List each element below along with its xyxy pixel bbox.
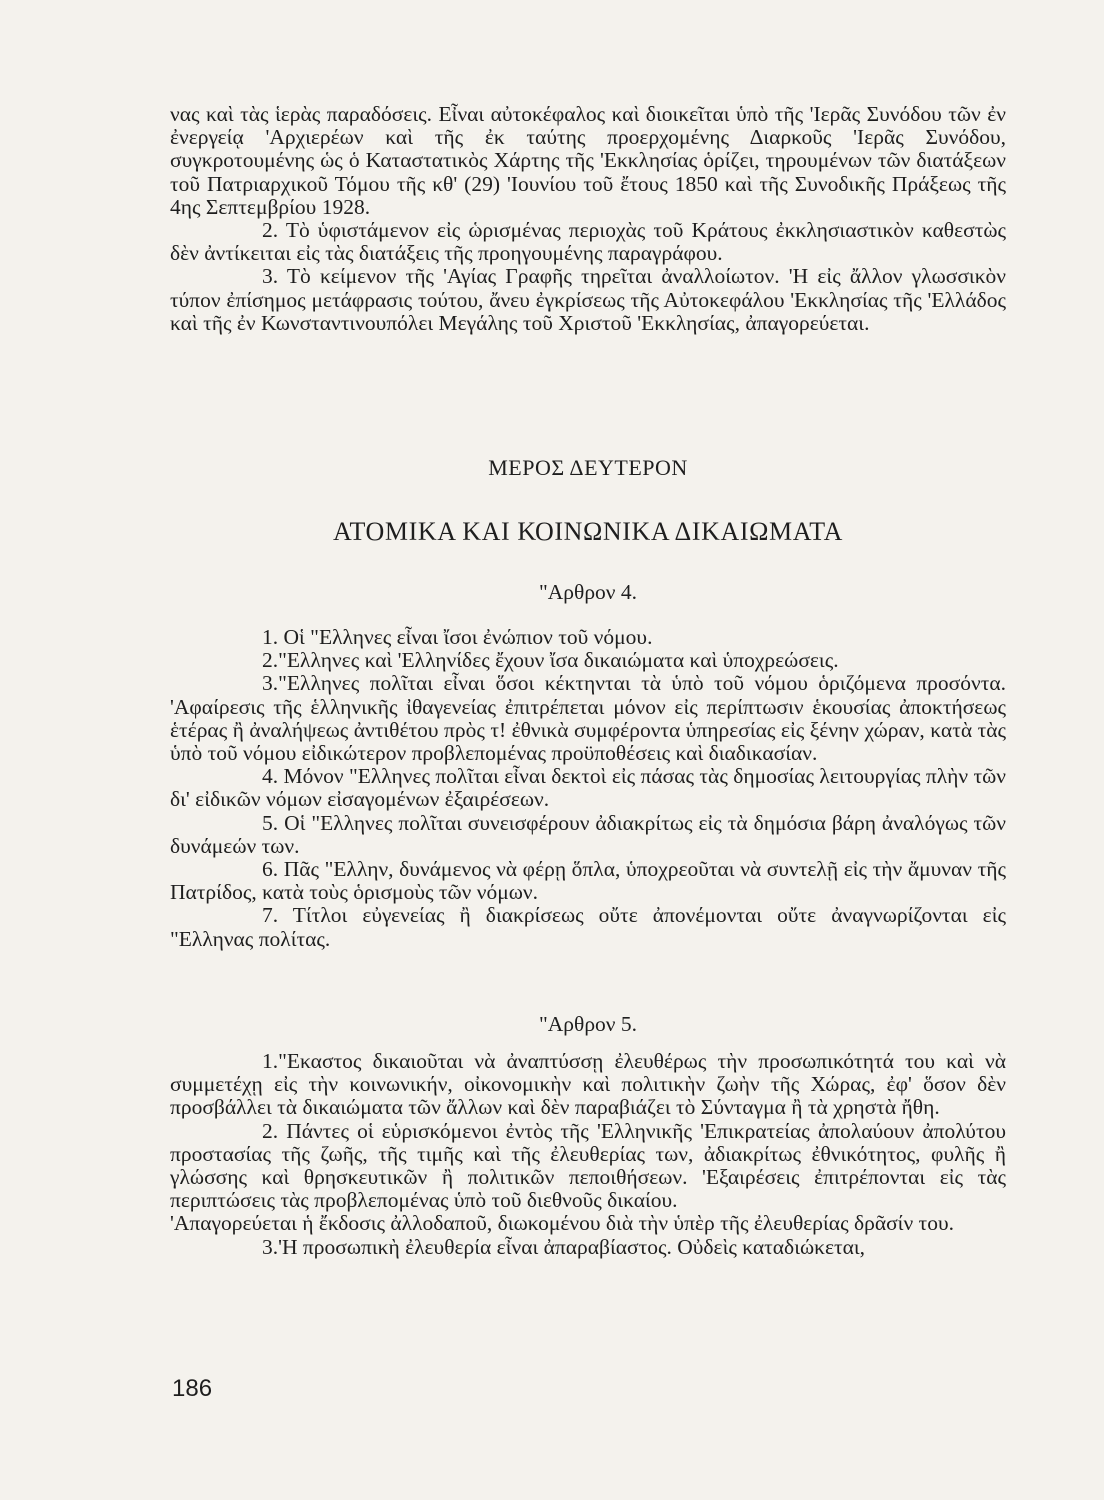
article-paragraph: 6. Πᾶς "Ελλην, δυνάμενος νὰ φέρῃ ὅπλα, ὑποχρεοῦται νὰ συντελῇ εἰς τὴν ἄμυναν τῆς Πατρίδος, κατὰ τοὺς ὁρισμοὺς τῶν νόμων. bbox=[170, 857, 1006, 905]
article-paragraph: 2. Πάντες οἱ εὑρισκόμενοι ἐντὸς τῆς 'Ελληνικῆς 'Επικρατείας ἀπολαύουν ἀπολύτου προστασίας τῆς ζωῆς, τῆς τιμῆς καὶ τῆς ἐλευθερίας των, ἀδιακρίτως ἐθνικότητος, φυλῆς ἢ γλώσσης καὶ θρησκευτικῶν ἢ πολιτικῶν πεποιθήσεων. 'Εξαιρέσεις ἐπιτρέπονται εἰς τὰς περιπτώσεις τὰς προβλεπομένας ὑπὸ τοῦ διεθνοῦς δικαίου. bbox=[170, 1118, 1006, 1213]
article-paragraph: 3."Ελληνες πολῖται εἶναι ὅσοι κέκτηνται τὰ ὑπὸ τοῦ νόμου ὁριζόμενα προσόντα. 'Αφαίρεσις τῆς ἑλληνικῆς ἰθαγενείας ἐπιτρέπεται μόνον εἰς περίπτωσιν ἑκουσίας ἀποκτήσεως ἑτέρας ἢ ἀναλήψεως ἀντιθέτου πρὸς τ! ἐθνικὰ συμφέροντα ὑπηρεσίας εἰς ξένην χώραν, κατὰ τὰς ὑπὸ τοῦ νόμου εἰδικώτερον προβλεπομένας προϋποθέσεις καὶ διαδικασίαν. bbox=[170, 671, 1006, 766]
intro-text bbox=[170, 103, 1006, 335]
article-4-heading: "Αρθρον 4. bbox=[538, 580, 638, 604]
intro-paragraph: 2. Τὸ ὑφιστάμενον εἰς ὡρισμένας περιοχὰς τοῦ Κράτους ἐκκλησιαστικὸν καθεστὼς δὲν ἀντίκειται εἰς τὰς διατάξεις τῆς προηγουμένης παραγράφου. bbox=[170, 218, 1006, 266]
intro-paragraph: νας καὶ τὰς ἱερὰς παραδόσεις. Εἶναι αὐτοκέφαλος καὶ διοικεῖται ὑπὸ τῆς 'Ιερᾶς Συνόδου τῶν ἐν ἐνεργείᾳ 'Αρχιερέων καὶ τῆς ἐκ ταύτης προερχομένης Διαρκοῦς 'Ιερᾶς Συνόδου, συγκροτουμένης ὡς ὁ Καταστατικὸς Χάρτης τῆς 'Εκκλησίας ὁρίζει, τηρουμένων τῶν διατάξεων τοῦ Πατριαρχικοῦ Τόμου τῆς κθ' (29) 'Ιουνίου τοῦ ἔτους 1850 καὶ τῆς Συνοδικῆς Πράξεως τῆς 4ης Σεπτεμβρίου 1928. bbox=[170, 102, 1006, 219]
article-paragraph: 3.'Η προσωπικὴ ἐλευθερία εἶναι ἀπαραβίαστος. Οὐδεὶς καταδιώκεται, bbox=[262, 1234, 866, 1259]
article-paragraph: 5. Οἱ "Ελληνες πολῖται συνεισφέρουν ἀδιακρίτως εἰς τὰ δημόσια βάρη ἀναλόγως τῶν δυνάμεών των. bbox=[170, 810, 1006, 858]
article-5-heading: "Αρθρον 5. bbox=[538, 1012, 638, 1036]
article-5-text bbox=[170, 1050, 1006, 1259]
page-number: 186 bbox=[172, 1375, 213, 1402]
article-paragraph: 'Απαγορεύεται ἡ ἔκδοσις ἀλλοδαποῦ, διωκομένου διὰ τὴν ὑπὲρ τῆς ἐλευθερίας δρᾶσίν του. bbox=[170, 1211, 954, 1236]
article-paragraph: 1."Εκαστος δικαιοῦται νὰ ἀναπτύσσῃ ἐλευθέρως τὴν προσωπικότητά του καὶ νὰ συμμετέχῃ εἰς τὴν κοινωνικήν, οἰκονομικὴν καὶ πολιτικὴν ζωὴν τῆς Χώρας, ἐφ' ὅσον δὲν προσβάλλει τὰ δικαιώματα τῶν ἄλλων καὶ δὲν παραβιάζει τὸ Σύνταγμα ἢ τὰ χρηστὰ ἤθη. bbox=[170, 1049, 1006, 1120]
article-paragraph: 4. Μόνον "Ελληνες πολῖται εἶναι δεκτοὶ εἰς πάσας τὰς δημοσίας λειτουργίας πλὴν τῶν δι' εἰδικῶν νόμων εἰσαγομένων ἐξαιρέσεων. bbox=[170, 764, 1006, 812]
article-paragraph: 1. Οἱ "Ελληνες εἶναι ἴσοι ἐνώπιον τοῦ νόμου. bbox=[262, 625, 653, 649]
article-4-text bbox=[170, 626, 1006, 951]
intro-paragraph: 3. Τὸ κείμενον τῆς 'Αγίας Γραφῆς τηρεῖται ἀναλλοίωτον. 'Η εἰς ἄλλον γλωσσικὸν τύπον ἐπίσημος μετάφρασις τούτου, ἄνευ ἐγκρίσεως τῆς Αὐτοκεφάλου 'Εκκλησίας τῆς 'Ελλάδος καὶ τῆς ἐν Κωνσταντινουπόλει Μεγάλης τοῦ Χριστοῦ 'Εκκλησίας, ἀπαγορεύεται. bbox=[170, 264, 1006, 335]
article-paragraph: 2."Ελληνες καὶ 'Ελληνίδες ἔχουν ἴσα δικαιώματα καὶ ὑποχρεώσεις. bbox=[262, 648, 839, 673]
section-heading: ΑΤΟΜΙΚΑ ΚΑΙ ΚΟΙΝΩΝΙΚΑ ΔΙΚΑΙΩΜΑΤΑ bbox=[332, 517, 844, 546]
part-heading: ΜΕΡΟΣ ΔΕΥΤΕΡΟΝ bbox=[488, 455, 688, 480]
article-paragraph: 7. Τίτλοι εὐγενείας ἢ διακρίσεως οὔτε ἀπονέμονται οὔτε ἀναγνωρίζονται εἰς "Ελληνας πολίτας. bbox=[170, 903, 1006, 951]
